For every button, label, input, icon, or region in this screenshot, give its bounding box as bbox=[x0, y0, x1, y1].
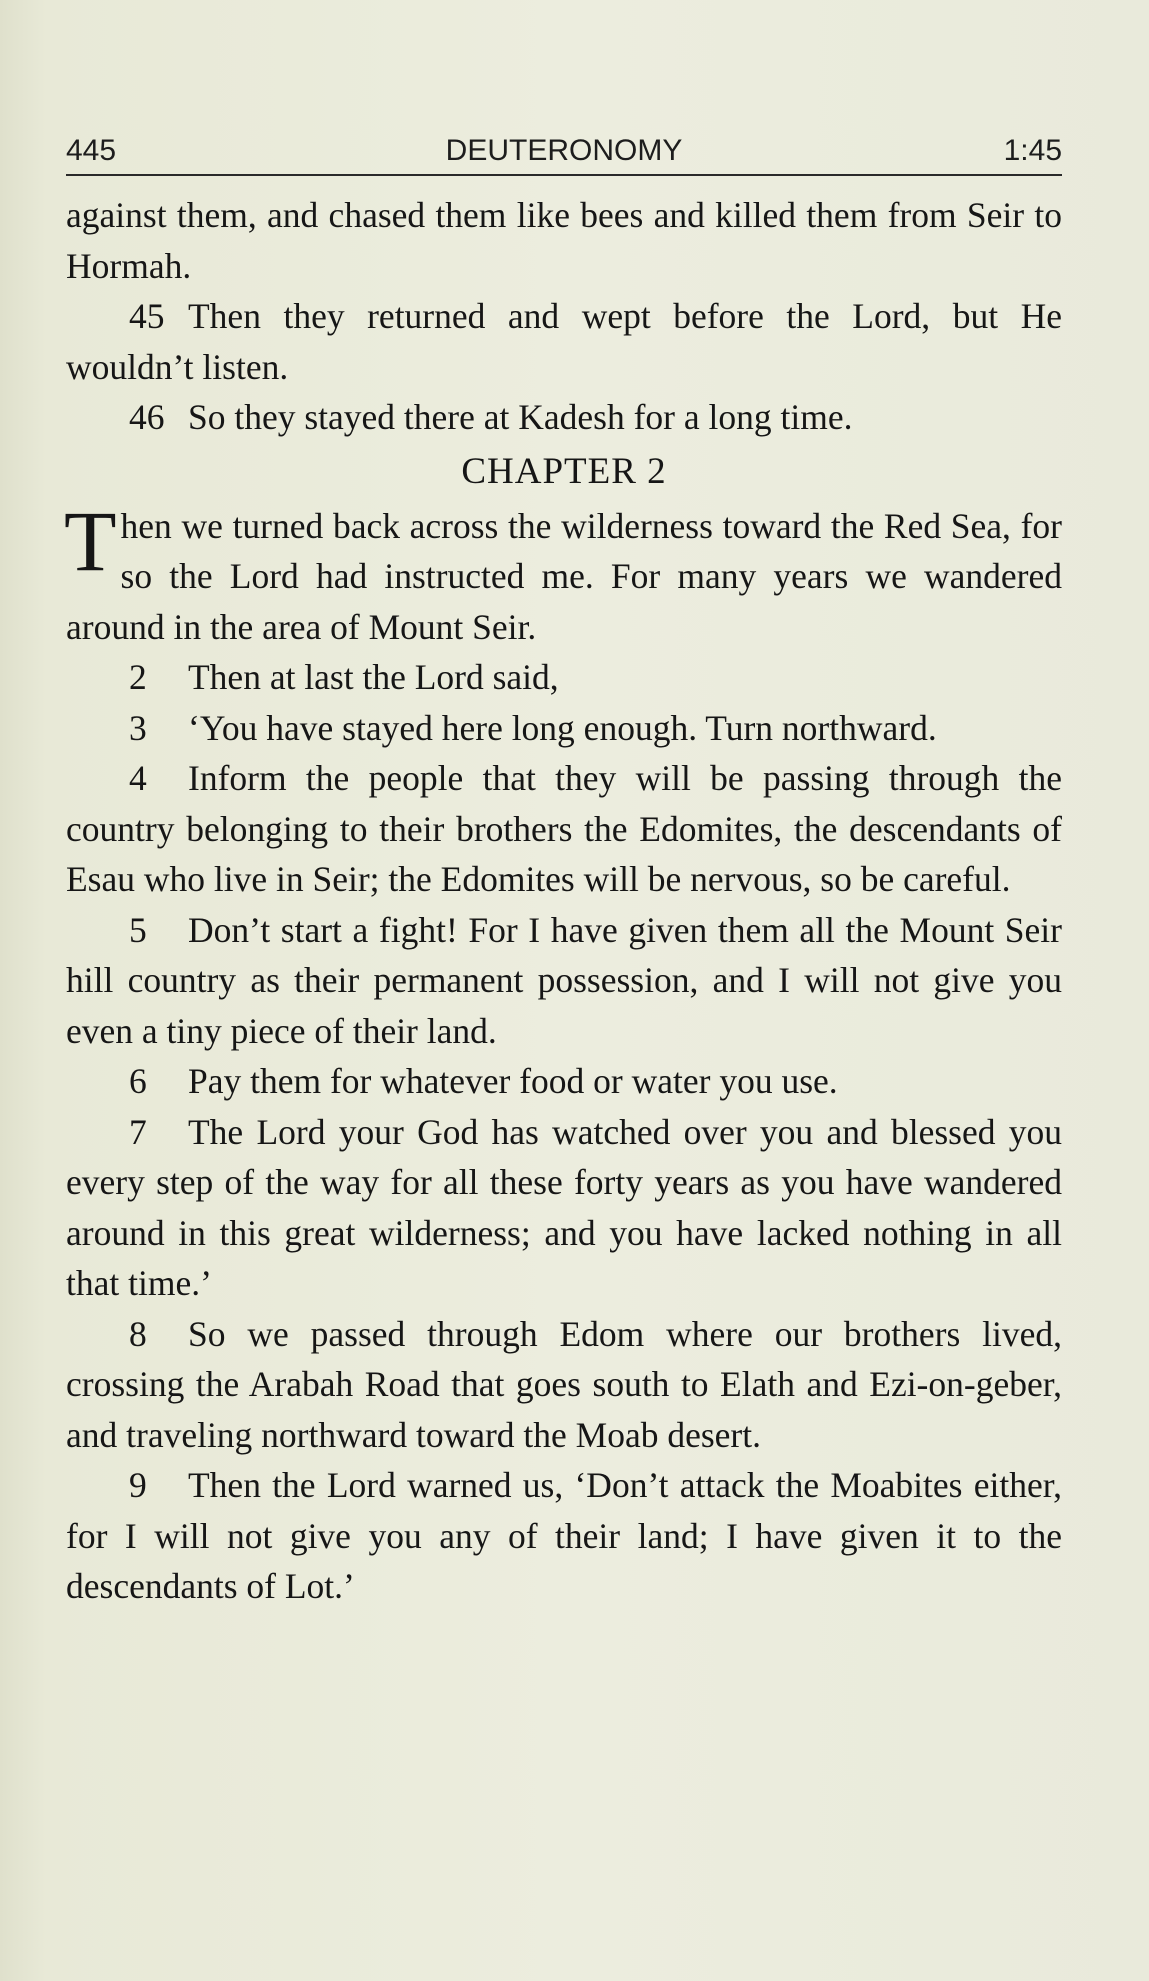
verse-number: 9 bbox=[129, 1465, 147, 1505]
verse-text: Then the Lord warned us, ‘Don’t attack the Moabites either, for I will not give you any of their land; I have given it to the descendants of Lot.’ bbox=[66, 1465, 1062, 1606]
verse-9 bbox=[66, 1460, 1062, 1612]
verse-45 bbox=[66, 291, 1062, 392]
verse-text: Don’t start a fight! For I have given them all the Mount Seir hill country as their permanent possession, and I will not give you even a tiny piece of their land. bbox=[66, 909, 1062, 1051]
running-header bbox=[66, 130, 1062, 176]
chapter-opening bbox=[64, 492, 1062, 653]
verse-text: Inform the people that they will be passing through the country belonging to their brothers the Edomites, the descendants of Esau who live in Seir; the Edomites will be nervous, so be careful. bbox=[66, 758, 1062, 899]
verse-5 bbox=[66, 905, 1062, 1057]
verse-number: 46 bbox=[129, 397, 165, 437]
page-number: 445 bbox=[66, 134, 117, 167]
drop-cap: T bbox=[64, 492, 117, 589]
verse-text: Then at last the Lord said, bbox=[188, 657, 559, 697]
verse-4 bbox=[66, 753, 1062, 905]
verse-text: The Lord your God has watched over you and blessed you every step of the way for all these forty years as you have wandered around in this great wilderness; and you have lacked nothing in all that time.’ bbox=[66, 1111, 1062, 1303]
verse-text: against them, and chased them like bees and killed them from Seir to Hormah. bbox=[66, 195, 1062, 286]
continued-verse bbox=[66, 190, 1062, 291]
verse-2 bbox=[66, 652, 1062, 703]
book-title: DEUTERONOMY bbox=[445, 134, 683, 167]
chapter-verse-reference: 1:45 bbox=[1003, 134, 1062, 167]
chapter-heading: CHAPTER 2 bbox=[461, 450, 667, 492]
verse-number: 6 bbox=[129, 1061, 147, 1101]
scripture-text bbox=[66, 190, 1062, 1612]
verse-text: So they stayed there at Kadesh for a long time. bbox=[188, 397, 853, 437]
verse-text: Then they returned and wept before the Lord, but He wouldn’t listen. bbox=[66, 296, 1062, 387]
verse-number: 7 bbox=[129, 1111, 147, 1152]
verse-6 bbox=[66, 1056, 1062, 1107]
verse-number: 8 bbox=[129, 1313, 147, 1354]
verse-text: Pay them for whatever food or water you use. bbox=[188, 1061, 838, 1101]
verse-number: 3 bbox=[129, 707, 147, 748]
verse-text: So we passed through Edom where our brothers lived, crossing the Arabah Road that goes south to Elath and Ezi-on-geber, and traveling northward toward the Moab desert. bbox=[66, 1313, 1062, 1455]
verse-number: 5 bbox=[129, 909, 147, 950]
verse-46 bbox=[66, 392, 1062, 443]
verse-3 bbox=[66, 703, 1062, 754]
opening-text: hen we turned back across the wilderness toward the Red Sea, for so the Lord had instructed me. For many years we wandered around in the area of Mount Seir. bbox=[66, 505, 1062, 647]
verse-number: 45 bbox=[129, 296, 165, 336]
verse-number: 2 bbox=[129, 657, 147, 697]
verse-7 bbox=[66, 1107, 1062, 1309]
verse-8 bbox=[66, 1309, 1062, 1461]
verse-text: ‘You have stayed here long enough. Turn northward. bbox=[188, 707, 937, 748]
verse-number: 4 bbox=[129, 758, 147, 798]
